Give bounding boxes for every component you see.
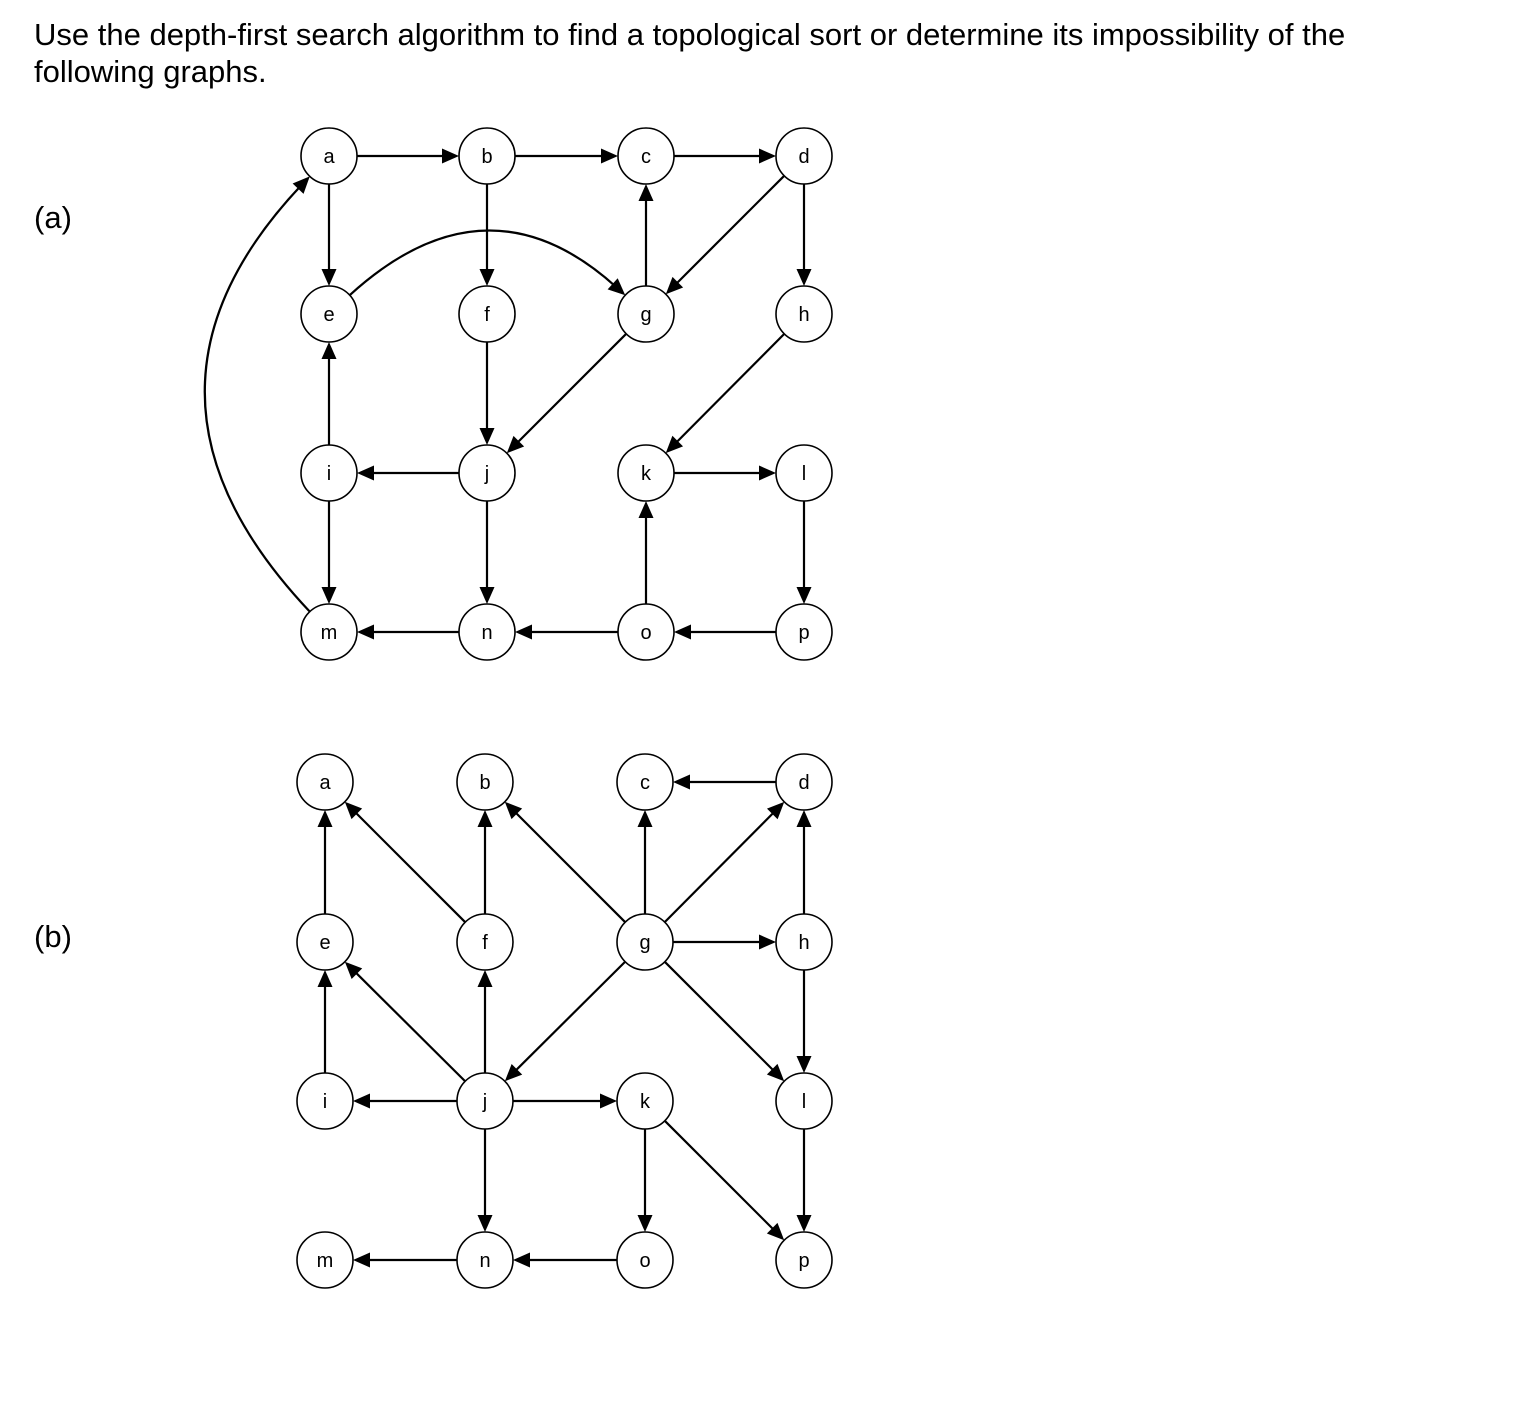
node-label-b-a: a bbox=[319, 772, 331, 794]
node-b-j bbox=[457, 1073, 513, 1129]
node-label-b-f: f bbox=[482, 932, 488, 954]
node-label-b-j: j bbox=[482, 1091, 488, 1113]
part-label-a: (a) bbox=[34, 200, 72, 235]
node-label-a-d: d bbox=[798, 146, 810, 168]
node-label-a-n: n bbox=[481, 622, 493, 644]
node-b-m bbox=[297, 1232, 353, 1288]
arrowhead-b-j-f bbox=[478, 970, 493, 987]
node-label-a-o: o bbox=[640, 622, 652, 644]
edge-b-g-l bbox=[665, 962, 776, 1073]
part-label-b: (b) bbox=[34, 919, 72, 954]
node-label-b-k: k bbox=[640, 1091, 650, 1113]
edge-b-g-b bbox=[513, 810, 625, 922]
node-label-b-n: n bbox=[479, 1250, 491, 1272]
node-label-b-p: p bbox=[798, 1250, 810, 1272]
arrowhead-b-n-m bbox=[353, 1253, 370, 1268]
edge-b-f-a bbox=[353, 810, 465, 922]
node-label-b-c: c bbox=[640, 772, 650, 794]
node-b-p bbox=[776, 1232, 832, 1288]
arrowhead-b-j-i bbox=[353, 1094, 370, 1109]
node-label-a-c: c bbox=[641, 146, 651, 168]
node-b-k bbox=[617, 1073, 673, 1129]
arrowhead-b-j-n bbox=[478, 1215, 493, 1232]
arrowhead-b-f-b bbox=[478, 810, 493, 827]
node-b-f bbox=[457, 914, 513, 970]
node-label-b-b: b bbox=[479, 772, 491, 794]
node-label-b-i: i bbox=[322, 1091, 328, 1113]
node-b-e bbox=[297, 914, 353, 970]
node-label-b-h: h bbox=[798, 932, 810, 954]
node-label-a-f: f bbox=[484, 304, 490, 326]
node-label-b-e: e bbox=[319, 932, 331, 954]
node-label-a-k: k bbox=[641, 463, 651, 485]
arrowhead-b-h-d bbox=[797, 810, 812, 827]
node-label-a-p: p bbox=[798, 622, 810, 644]
node-label-b-m: m bbox=[316, 1250, 334, 1272]
node-b-a bbox=[297, 754, 353, 810]
arrowhead-b-d-c bbox=[673, 775, 690, 790]
edge-b-g-d bbox=[665, 810, 776, 922]
node-b-c bbox=[617, 754, 673, 810]
arrowhead-b-g-h bbox=[759, 935, 776, 950]
node-label-a-m: m bbox=[320, 622, 338, 644]
node-label-a-e: e bbox=[323, 304, 335, 326]
arrowhead-b-e-a bbox=[318, 810, 333, 827]
arrowhead-b-o-n bbox=[513, 1253, 530, 1268]
node-label-a-j: j bbox=[484, 463, 490, 485]
edge-b-k-p bbox=[665, 1121, 776, 1232]
node-b-n bbox=[457, 1232, 513, 1288]
arrowhead-b-g-c bbox=[638, 810, 653, 827]
edge-b-j-e bbox=[353, 970, 465, 1081]
arrowhead-b-h-l bbox=[797, 1056, 812, 1073]
arrowhead-b-k-o bbox=[638, 1215, 653, 1232]
edge-b-g-j bbox=[513, 962, 625, 1073]
node-b-o bbox=[617, 1232, 673, 1288]
node-b-i bbox=[297, 1073, 353, 1129]
arrowhead-b-l-p bbox=[797, 1215, 812, 1232]
node-label-b-d: d bbox=[798, 772, 810, 794]
node-label-b-g: g bbox=[639, 932, 651, 954]
node-b-h bbox=[776, 914, 832, 970]
node-label-a-g: g bbox=[640, 304, 652, 326]
arrowhead-b-i-e bbox=[318, 970, 333, 987]
node-label-a-b: b bbox=[481, 146, 493, 168]
arrowhead-b-j-k bbox=[600, 1094, 617, 1109]
node-b-g bbox=[617, 914, 673, 970]
node-label-a-l: l bbox=[801, 463, 807, 485]
node-label-a-h: h bbox=[798, 304, 810, 326]
node-label-b-o: o bbox=[639, 1250, 651, 1272]
node-label-b-l: l bbox=[801, 1091, 807, 1113]
node-label-a-i: i bbox=[326, 463, 332, 485]
question-text: Use the depth-first search algorithm to find a topological sort or determine its impossibility of the following graphs. bbox=[34, 17, 1346, 89]
node-b-d bbox=[776, 754, 832, 810]
node-b-l bbox=[776, 1073, 832, 1129]
node-label-a-a: a bbox=[323, 146, 335, 168]
node-b-b bbox=[457, 754, 513, 810]
